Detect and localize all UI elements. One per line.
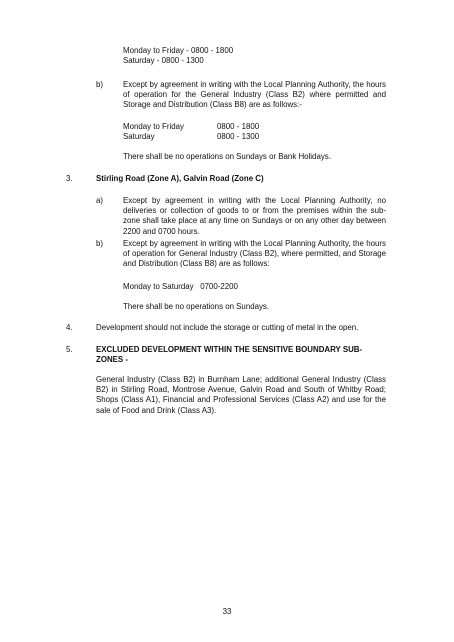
- section-5-number: 5.: [66, 345, 73, 354]
- section-5-heading: EXCLUDED DEVELOPMENT WITHIN THE SENSITIVE BOUNDARY SUB-ZONES -: [96, 345, 363, 365]
- top-schedule-weekday: Monday to Friday - 0800 - 1800: [123, 46, 234, 55]
- section-3-item-b-note: There shall be no operations on Sundays.: [123, 302, 270, 311]
- section-4-number: 4.: [66, 323, 73, 332]
- page-number: 33: [222, 607, 232, 616]
- item-b1-hours-row-2: [123, 132, 259, 142]
- item-b1-letter: b): [96, 80, 104, 89]
- item-b1-note: There shall be no operations on Sundays or Bank Holidays.: [123, 152, 331, 161]
- hours-time: 0800 - 1800: [217, 122, 260, 131]
- section-5-text: General Industry (Class B2) in Burnham Lane; additional General Industry (Class B2) in Stirling Road, Montrose Avenue, Galvin Road and South of Whitby Road; Shops (Class A1), Financial and Professional Services (Class A2) and use for the sale of Food and Drink (Class A3).: [96, 375, 386, 415]
- hours-day: Saturday: [123, 132, 155, 141]
- section-3-item-a-letter: a): [96, 196, 104, 205]
- hours-time: 0800 - 1300: [217, 132, 260, 141]
- section-3-item-b-hours: Monday to Saturday 0700-2200: [123, 282, 238, 291]
- section-3-number: 3.: [66, 174, 73, 183]
- section-3-item-b-letter: b): [96, 239, 104, 248]
- top-schedule-saturday: Saturday - 0800 - 1300: [123, 56, 204, 65]
- hours-day: Monday to Friday: [123, 122, 184, 131]
- section-4-text: Development should not include the storage or cutting of metal in the open.: [96, 323, 359, 332]
- section-3-heading: Stirling Road (Zone A), Galvin Road (Zone C): [96, 174, 264, 183]
- item-b1-text: Except by agreement in writing with the Local Planning Authority, the hours of operation for the General Industry (Class B2) where permitted and Storage and Distribution (Class B8) are as follows:-: [123, 80, 386, 110]
- section-3-item-b-text: Except by agreement in writing with the Local Planning Authority, the hours of operation for General Industry (Class B2), where permitted, and Storage and Distribution (Class B8) are as follows:: [123, 239, 386, 269]
- item-b1-hours-row-1: [123, 122, 259, 132]
- section-3-item-a-text: Except by agreement in writing with the Local Planning Authority, no deliveries or collection of goods to or from the premises within the sub-zone shall take place at any time on Sundays or on any other day between 2200 and 0700 hours.: [123, 196, 386, 236]
